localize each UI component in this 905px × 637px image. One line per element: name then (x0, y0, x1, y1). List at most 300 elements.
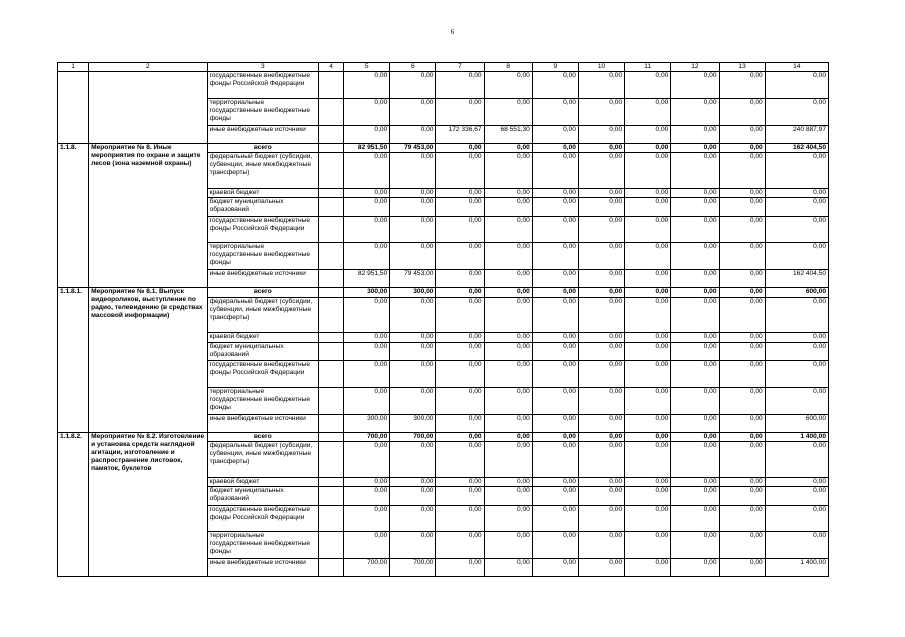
value-cell-col-13: 0,00 (719, 297, 765, 332)
value-cell-col-12: 0,00 (671, 143, 719, 153)
value-cell-col-12: 0,00 (671, 288, 719, 298)
value-cell-col-12: 0,00 (671, 270, 719, 288)
value-cell-col-11: 0,00 (625, 188, 671, 198)
value-cell-col-13: 0,00 (719, 487, 765, 505)
value-cell-col-9: 0,00 (532, 333, 578, 343)
value-cell-col-10: 0,00 (578, 505, 624, 532)
value-cell-col-14: 0,00 (765, 198, 828, 216)
activity-code: 1.1.8. (58, 143, 89, 288)
value-cell-col-10: 0,00 (578, 387, 624, 414)
value-cell-col-9: 0,00 (532, 487, 578, 505)
value-cell-col-13: 0,00 (719, 361, 765, 388)
value-cell-col-12: 0,00 (671, 477, 719, 487)
value-cell-col-10: 0,00 (578, 333, 624, 343)
value-cell-col-5: 0,00 (344, 361, 390, 388)
value-cell-col-10: 0,00 (578, 532, 624, 559)
value-cell-col-13: 0,00 (719, 559, 765, 577)
value-cell-col-10: 0,00 (578, 216, 624, 243)
value-cell-col-5: 0,00 (344, 297, 390, 332)
activity-title: Мероприятие № 8.2. Изготовление и установка средств наглядной агитации, изготовление и распространение листовок, памяток, буклетов (89, 432, 207, 577)
activity-code: 1.1.8.2. (58, 432, 89, 577)
value-cell-col-11: 0,00 (625, 243, 671, 270)
value-cell-col-5: 700,00 (344, 432, 390, 442)
value-cell-col-9: 0,00 (532, 188, 578, 198)
value-cell-col-14: 162 404,50 (765, 143, 828, 153)
column-header-12: 12 (671, 63, 719, 72)
value-cell-col-12: 0,00 (671, 72, 719, 99)
value-cell-col-11: 0,00 (625, 72, 671, 99)
value-cell-col-5: 82 951,50 (344, 143, 390, 153)
value-cell-col-10: 0,00 (578, 414, 624, 432)
value-cell-col-5: 300,00 (344, 288, 390, 298)
value-cell-col-11: 0,00 (625, 342, 671, 360)
value-cell-col-8: 0,00 (484, 198, 532, 216)
value-cell-col-13: 0,00 (719, 414, 765, 432)
funding-source: краевой бюджет (207, 188, 318, 198)
value-cell-col-9: 0,00 (532, 559, 578, 577)
value-cell-col-6: 0,00 (390, 442, 436, 477)
value-cell-col-7: 0,00 (436, 98, 484, 125)
value-cell-col-7: 0,00 (436, 505, 484, 532)
value-cell-col-13: 0,00 (719, 532, 765, 559)
column-4-cell (318, 505, 343, 532)
value-cell-col-12: 0,00 (671, 414, 719, 432)
value-cell-col-6: 0,00 (390, 342, 436, 360)
value-cell-col-5: 0,00 (344, 188, 390, 198)
value-cell-col-8: 0,00 (484, 487, 532, 505)
column-header-2: 2 (89, 63, 207, 72)
value-cell-col-12: 0,00 (671, 188, 719, 198)
value-cell-col-5: 0,00 (344, 153, 390, 188)
value-cell-col-14: 0,00 (765, 72, 828, 99)
value-cell-col-6: 0,00 (390, 361, 436, 388)
budget-table (57, 62, 829, 577)
value-cell-col-11: 0,00 (625, 216, 671, 243)
value-cell-col-14: 0,00 (765, 342, 828, 360)
value-cell-col-11: 0,00 (625, 532, 671, 559)
value-cell-col-13: 0,00 (719, 387, 765, 414)
value-cell-col-9: 0,00 (532, 125, 578, 143)
funding-source: краевой бюджет (207, 477, 318, 487)
value-cell-col-6: 0,00 (390, 125, 436, 143)
value-cell-col-12: 0,00 (671, 297, 719, 332)
value-cell-col-8: 0,00 (484, 72, 532, 99)
value-cell-col-13: 0,00 (719, 477, 765, 487)
value-cell-col-6: 0,00 (390, 198, 436, 216)
value-cell-col-11: 0,00 (625, 361, 671, 388)
value-cell-col-10: 0,00 (578, 442, 624, 477)
value-cell-col-12: 0,00 (671, 559, 719, 577)
value-cell-col-7: 172 336,67 (436, 125, 484, 143)
value-cell-col-5: 0,00 (344, 487, 390, 505)
value-cell-col-8: 0,00 (484, 98, 532, 125)
funding-source: всего (207, 432, 318, 442)
value-cell-col-12: 0,00 (671, 125, 719, 143)
value-cell-col-11: 0,00 (625, 288, 671, 298)
value-cell-col-7: 0,00 (436, 72, 484, 99)
value-cell-col-8: 0,00 (484, 297, 532, 332)
value-cell-col-6: 79 453,00 (390, 270, 436, 288)
value-cell-col-10: 0,00 (578, 143, 624, 153)
value-cell-col-6: 79 453,00 (390, 143, 436, 153)
value-cell-col-8: 0,00 (484, 216, 532, 243)
value-cell-col-9: 0,00 (532, 361, 578, 388)
value-cell-col-11: 0,00 (625, 143, 671, 153)
value-cell-col-14: 0,00 (765, 487, 828, 505)
value-cell-col-7: 0,00 (436, 532, 484, 559)
value-cell-col-12: 0,00 (671, 98, 719, 125)
value-cell-col-10: 0,00 (578, 297, 624, 332)
funding-source: территориальные государственные внебюджетные фонды (207, 532, 318, 559)
value-cell-col-11: 0,00 (625, 414, 671, 432)
column-4-cell (318, 297, 343, 332)
column-header-3: 3 (207, 63, 318, 72)
column-header-6: 6 (390, 63, 436, 72)
value-cell-col-10: 0,00 (578, 72, 624, 99)
value-cell-col-13: 0,00 (719, 333, 765, 343)
funding-source: территориальные государственные внебюджетные фонды (207, 243, 318, 270)
value-cell-col-12: 0,00 (671, 432, 719, 442)
value-cell-col-7: 0,00 (436, 270, 484, 288)
value-cell-col-7: 0,00 (436, 361, 484, 388)
value-cell-col-14: 240 887,97 (765, 125, 828, 143)
value-cell-col-13: 0,00 (719, 342, 765, 360)
column-4-cell (318, 98, 343, 125)
value-cell-col-8: 68 551,30 (484, 125, 532, 143)
value-cell-col-13: 0,00 (719, 243, 765, 270)
value-cell-col-9: 0,00 (532, 432, 578, 442)
value-cell-col-13: 0,00 (719, 216, 765, 243)
value-cell-col-7: 0,00 (436, 432, 484, 442)
value-cell-col-5: 0,00 (344, 505, 390, 532)
value-cell-col-7: 0,00 (436, 188, 484, 198)
value-cell-col-13: 0,00 (719, 125, 765, 143)
funding-source: бюджет муниципальных образований (207, 487, 318, 505)
value-cell-col-7: 0,00 (436, 342, 484, 360)
value-cell-col-5: 700,00 (344, 559, 390, 577)
value-cell-col-8: 0,00 (484, 243, 532, 270)
value-cell-col-9: 0,00 (532, 532, 578, 559)
value-cell-col-8: 0,00 (484, 559, 532, 577)
value-cell-col-8: 0,00 (484, 361, 532, 388)
value-cell-col-9: 0,00 (532, 477, 578, 487)
funding-source: иные внебюджетные источники (207, 125, 318, 143)
value-cell-col-6: 0,00 (390, 243, 436, 270)
column-header-1: 1 (58, 63, 89, 72)
activity-title (89, 72, 207, 144)
value-cell-col-9: 0,00 (532, 270, 578, 288)
value-cell-col-7: 0,00 (436, 559, 484, 577)
funding-source: федеральный бюджет (субсидии, субвенции, иные межбюджетные трансферты) (207, 297, 318, 332)
value-cell-col-10: 0,00 (578, 342, 624, 360)
value-cell-col-8: 0,00 (484, 333, 532, 343)
value-cell-col-14: 162 404,50 (765, 270, 828, 288)
value-cell-col-9: 0,00 (532, 72, 578, 99)
column-4-cell (318, 559, 343, 577)
value-cell-col-9: 0,00 (532, 414, 578, 432)
value-cell-col-5: 0,00 (344, 198, 390, 216)
column-header-9: 9 (532, 63, 578, 72)
column-4-cell (318, 188, 343, 198)
funding-source: иные внебюджетные источники (207, 414, 318, 432)
value-cell-col-11: 0,00 (625, 125, 671, 143)
column-4-cell (318, 342, 343, 360)
value-cell-col-6: 0,00 (390, 153, 436, 188)
funding-source: бюджет муниципальных образований (207, 198, 318, 216)
column-4-cell (318, 243, 343, 270)
activity-code (58, 72, 89, 144)
column-4-cell (318, 198, 343, 216)
value-cell-col-11: 0,00 (625, 198, 671, 216)
source-row (58, 72, 829, 99)
value-cell-col-7: 0,00 (436, 153, 484, 188)
value-cell-col-5: 0,00 (344, 98, 390, 125)
value-cell-col-8: 0,00 (484, 505, 532, 532)
value-cell-col-5: 0,00 (344, 72, 390, 99)
value-cell-col-6: 0,00 (390, 98, 436, 125)
value-cell-col-12: 0,00 (671, 333, 719, 343)
value-cell-col-9: 0,00 (532, 297, 578, 332)
value-cell-col-9: 0,00 (532, 387, 578, 414)
value-cell-col-10: 0,00 (578, 559, 624, 577)
value-cell-col-6: 0,00 (390, 188, 436, 198)
funding-source: федеральный бюджет (субсидии, субвенции, иные межбюджетные трансферты) (207, 442, 318, 477)
value-cell-col-8: 0,00 (484, 432, 532, 442)
column-4-cell (318, 442, 343, 477)
funding-source: государственные внебюджетные фонды Российской Федерации (207, 72, 318, 99)
value-cell-col-10: 0,00 (578, 487, 624, 505)
value-cell-col-12: 0,00 (671, 442, 719, 477)
column-4-cell (318, 143, 343, 153)
value-cell-col-12: 0,00 (671, 342, 719, 360)
funding-source: бюджет муниципальных образований (207, 342, 318, 360)
value-cell-col-7: 0,00 (436, 414, 484, 432)
value-cell-col-10: 0,00 (578, 432, 624, 442)
value-cell-col-14: 0,00 (765, 243, 828, 270)
value-cell-col-8: 0,00 (484, 532, 532, 559)
value-cell-col-11: 0,00 (625, 333, 671, 343)
value-cell-col-13: 0,00 (719, 72, 765, 99)
value-cell-col-9: 0,00 (532, 216, 578, 243)
value-cell-col-13: 0,00 (719, 505, 765, 532)
value-cell-col-8: 0,00 (484, 188, 532, 198)
funding-source: иные внебюджетные источники (207, 270, 318, 288)
value-cell-col-14: 0,00 (765, 216, 828, 243)
value-cell-col-7: 0,00 (436, 243, 484, 270)
column-header-7: 7 (436, 63, 484, 72)
value-cell-col-12: 0,00 (671, 216, 719, 243)
column-4-cell (318, 125, 343, 143)
value-cell-col-8: 0,00 (484, 143, 532, 153)
value-cell-col-6: 300,00 (390, 414, 436, 432)
value-cell-col-11: 0,00 (625, 442, 671, 477)
column-header-11: 11 (625, 63, 671, 72)
column-header-10: 10 (578, 63, 624, 72)
value-cell-col-9: 0,00 (532, 243, 578, 270)
value-cell-col-9: 0,00 (532, 143, 578, 153)
value-cell-col-13: 0,00 (719, 270, 765, 288)
column-4-cell (318, 387, 343, 414)
value-cell-col-13: 0,00 (719, 153, 765, 188)
funding-source: всего (207, 143, 318, 153)
column-4-cell (318, 270, 343, 288)
value-cell-col-12: 0,00 (671, 153, 719, 188)
value-cell-col-8: 0,00 (484, 270, 532, 288)
value-cell-col-14: 0,00 (765, 477, 828, 487)
value-cell-col-7: 0,00 (436, 387, 484, 414)
value-cell-col-8: 0,00 (484, 153, 532, 188)
value-cell-col-11: 0,00 (625, 559, 671, 577)
value-cell-col-10: 0,00 (578, 198, 624, 216)
value-cell-col-9: 0,00 (532, 98, 578, 125)
column-4-cell (318, 153, 343, 188)
value-cell-col-13: 0,00 (719, 188, 765, 198)
value-cell-col-6: 0,00 (390, 387, 436, 414)
funding-source: государственные внебюджетные фонды Российской Федерации (207, 216, 318, 243)
total-row (58, 432, 829, 442)
value-cell-col-10: 0,00 (578, 98, 624, 125)
value-cell-col-5: 0,00 (344, 243, 390, 270)
value-cell-col-9: 0,00 (532, 442, 578, 477)
value-cell-col-10: 0,00 (578, 188, 624, 198)
value-cell-col-13: 0,00 (719, 198, 765, 216)
value-cell-col-10: 0,00 (578, 361, 624, 388)
value-cell-col-10: 0,00 (578, 153, 624, 188)
value-cell-col-14: 0,00 (765, 387, 828, 414)
column-header-13: 13 (719, 63, 765, 72)
value-cell-col-11: 0,00 (625, 153, 671, 188)
value-cell-col-6: 300,00 (390, 288, 436, 298)
value-cell-col-5: 0,00 (344, 442, 390, 477)
activity-code: 1.1.8.1. (58, 288, 89, 433)
column-header-row (58, 63, 829, 72)
value-cell-col-12: 0,00 (671, 243, 719, 270)
value-cell-col-12: 0,00 (671, 505, 719, 532)
value-cell-col-11: 0,00 (625, 432, 671, 442)
value-cell-col-11: 0,00 (625, 505, 671, 532)
value-cell-col-11: 0,00 (625, 270, 671, 288)
value-cell-col-14: 1 400,00 (765, 559, 828, 577)
column-header-4: 4 (318, 63, 343, 72)
column-4-cell (318, 216, 343, 243)
value-cell-col-8: 0,00 (484, 387, 532, 414)
value-cell-col-13: 0,00 (719, 288, 765, 298)
value-cell-col-6: 0,00 (390, 297, 436, 332)
value-cell-col-13: 0,00 (719, 442, 765, 477)
funding-source: государственные внебюджетные фонды Российской Федерации (207, 505, 318, 532)
value-cell-col-12: 0,00 (671, 387, 719, 414)
value-cell-col-7: 0,00 (436, 143, 484, 153)
value-cell-col-6: 0,00 (390, 477, 436, 487)
value-cell-col-10: 0,00 (578, 243, 624, 270)
value-cell-col-5: 0,00 (344, 342, 390, 360)
value-cell-col-11: 0,00 (625, 477, 671, 487)
value-cell-col-8: 0,00 (484, 477, 532, 487)
value-cell-col-11: 0,00 (625, 487, 671, 505)
value-cell-col-11: 0,00 (625, 387, 671, 414)
funding-source: государственные внебюджетные фонды Российской Федерации (207, 361, 318, 388)
column-4-cell (318, 333, 343, 343)
value-cell-col-8: 0,00 (484, 414, 532, 432)
funding-source: иные внебюджетные источники (207, 559, 318, 577)
value-cell-col-7: 0,00 (436, 487, 484, 505)
value-cell-col-12: 0,00 (671, 532, 719, 559)
value-cell-col-12: 0,00 (671, 361, 719, 388)
funding-source: территориальные государственные внебюджетные фонды (207, 98, 318, 125)
value-cell-col-7: 0,00 (436, 442, 484, 477)
column-4-cell (318, 414, 343, 432)
value-cell-col-6: 0,00 (390, 72, 436, 99)
value-cell-col-8: 0,00 (484, 288, 532, 298)
value-cell-col-13: 0,00 (719, 143, 765, 153)
value-cell-col-14: 0,00 (765, 505, 828, 532)
value-cell-col-6: 700,00 (390, 432, 436, 442)
activity-title: Мероприятие № 8.1. Выпуск видеороликов, выступление по радио, телевидению (в средствах массовой информации) (89, 288, 207, 433)
value-cell-col-5: 0,00 (344, 477, 390, 487)
value-cell-col-7: 0,00 (436, 477, 484, 487)
value-cell-col-8: 0,00 (484, 442, 532, 477)
value-cell-col-14: 0,00 (765, 532, 828, 559)
value-cell-col-14: 0,00 (765, 361, 828, 388)
value-cell-col-14: 0,00 (765, 188, 828, 198)
value-cell-col-14: 600,00 (765, 414, 828, 432)
value-cell-col-5: 0,00 (344, 125, 390, 143)
value-cell-col-10: 0,00 (578, 270, 624, 288)
value-cell-col-14: 0,00 (765, 297, 828, 332)
value-cell-col-8: 0,00 (484, 342, 532, 360)
column-header-14: 14 (765, 63, 828, 72)
value-cell-col-5: 82 951,50 (344, 270, 390, 288)
value-cell-col-7: 0,00 (436, 333, 484, 343)
value-cell-col-6: 0,00 (390, 505, 436, 532)
column-4-cell (318, 432, 343, 442)
value-cell-col-11: 0,00 (625, 98, 671, 125)
total-row (58, 143, 829, 153)
funding-source: краевой бюджет (207, 333, 318, 343)
value-cell-col-6: 700,00 (390, 559, 436, 577)
page-number: 6 (450, 28, 455, 36)
activity-title: Мероприятие № 8. Иные мероприятия по охране и защите лесов (зона наземной охраны) (89, 143, 207, 288)
value-cell-col-5: 0,00 (344, 532, 390, 559)
column-4-cell (318, 288, 343, 298)
value-cell-col-6: 0,00 (390, 216, 436, 243)
value-cell-col-7: 0,00 (436, 288, 484, 298)
value-cell-col-5: 0,00 (344, 387, 390, 414)
value-cell-col-6: 0,00 (390, 333, 436, 343)
funding-source: территориальные государственные внебюджетные фонды (207, 387, 318, 414)
value-cell-col-5: 300,00 (344, 414, 390, 432)
value-cell-col-12: 0,00 (671, 198, 719, 216)
value-cell-col-10: 0,00 (578, 125, 624, 143)
value-cell-col-13: 0,00 (719, 432, 765, 442)
value-cell-col-6: 0,00 (390, 532, 436, 559)
value-cell-col-10: 0,00 (578, 477, 624, 487)
funding-source: федеральный бюджет (субсидии, субвенции, иные межбюджетные трансферты) (207, 153, 318, 188)
column-header-5: 5 (344, 63, 390, 72)
value-cell-col-14: 600,00 (765, 288, 828, 298)
value-cell-col-7: 0,00 (436, 198, 484, 216)
column-4-cell (318, 361, 343, 388)
total-row (58, 288, 829, 298)
value-cell-col-9: 0,00 (532, 288, 578, 298)
value-cell-col-9: 0,00 (532, 342, 578, 360)
column-4-cell (318, 72, 343, 99)
value-cell-col-14: 0,00 (765, 333, 828, 343)
value-cell-col-7: 0,00 (436, 216, 484, 243)
value-cell-col-6: 0,00 (390, 487, 436, 505)
value-cell-col-9: 0,00 (532, 198, 578, 216)
value-cell-col-14: 0,00 (765, 442, 828, 477)
